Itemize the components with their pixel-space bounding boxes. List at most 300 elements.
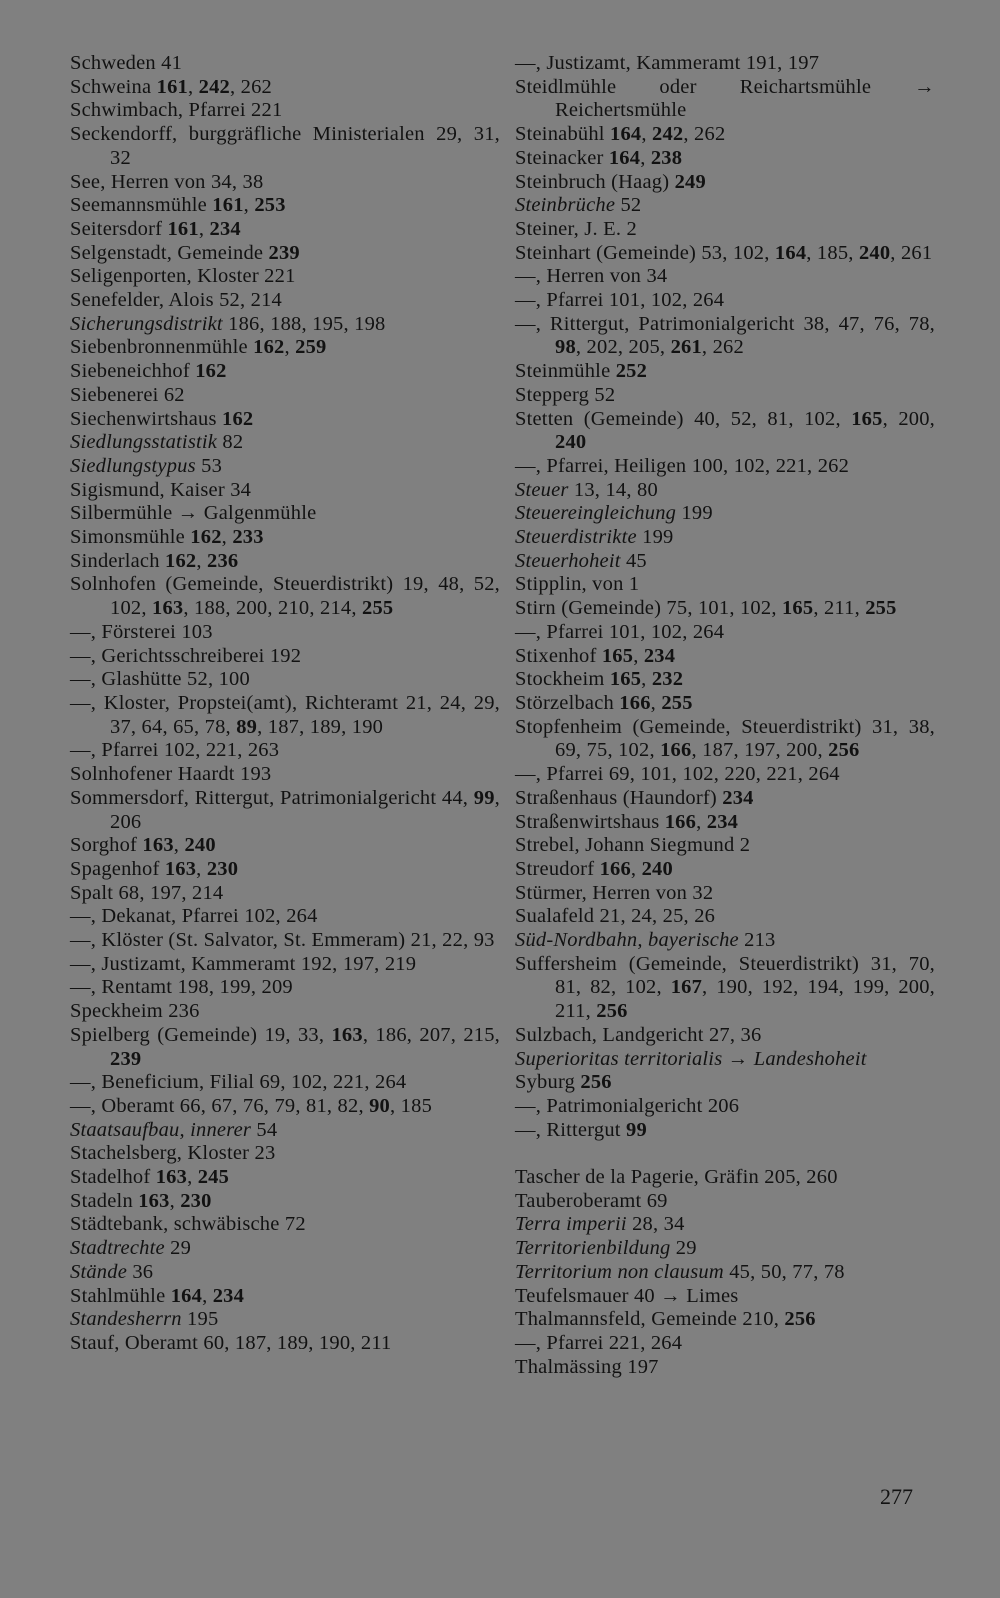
index-entry bbox=[70, 1190, 500, 1214]
index-column-left bbox=[70, 52, 500, 1356]
entry-text: 82 bbox=[217, 431, 244, 454]
entry-text: Stepperg 52 bbox=[515, 383, 616, 406]
entry-text: Syburg bbox=[515, 1071, 581, 1094]
index-entry bbox=[70, 218, 500, 242]
bold-page-ref: 164 bbox=[608, 146, 641, 169]
entry-text: Schweden 41 bbox=[70, 52, 183, 74]
entry-text: —, Justizamt, Kammeramt 192, 197, 219 bbox=[70, 952, 417, 975]
entry-text: Spalt 68, 197, 214 bbox=[70, 881, 224, 904]
entry-text: —, Pfarrei, Heiligen 100, 102, 221, 262 bbox=[515, 454, 850, 477]
entry-text: Stopfenheim (Gemeinde, Steuerdistrikt) 31, 38, 69, 75, 102, bbox=[515, 715, 935, 762]
bold-page-ref: 162 bbox=[253, 336, 285, 359]
index-entry bbox=[70, 573, 500, 620]
bold-page-ref: 255 bbox=[661, 691, 693, 714]
index-entry bbox=[70, 431, 500, 455]
index-entry bbox=[515, 52, 935, 76]
entry-text: See, Herren von 34, 38 bbox=[70, 170, 264, 193]
entry-text: —, Kloster, Propstei(amt), Richteramt 21, 24, 29, 37, 64, 65, 78, bbox=[70, 691, 500, 738]
entry-text: , bbox=[196, 549, 208, 572]
bold-page-ref: 249 bbox=[674, 170, 706, 193]
index-entry bbox=[515, 716, 935, 763]
entry-text: Steinacker bbox=[515, 146, 609, 169]
index-entry bbox=[515, 313, 935, 360]
index-entry bbox=[70, 1024, 500, 1071]
index-entry bbox=[70, 621, 500, 645]
entry-text: Stürmer, Herren von 32 bbox=[515, 881, 714, 904]
index-entry bbox=[70, 408, 500, 432]
bold-page-ref: 233 bbox=[232, 526, 264, 549]
index-entry bbox=[515, 455, 935, 479]
entry-text: Störzelbach bbox=[515, 691, 620, 714]
index-entry bbox=[70, 858, 500, 882]
italic-term: Sicherungsdistrikt bbox=[70, 312, 223, 335]
entry-text: —, Justizamt, Kammeramt 191, 197 bbox=[515, 52, 820, 74]
entry-text: 29 bbox=[670, 1237, 697, 1260]
bold-page-ref: 239 bbox=[268, 241, 300, 264]
index-entry bbox=[70, 1285, 500, 1309]
index-entry bbox=[70, 787, 500, 834]
index-entry bbox=[515, 763, 935, 787]
entry-text: —, Herren von 34 bbox=[515, 265, 668, 288]
entry-text: Siechenwirtshaus bbox=[70, 407, 222, 430]
bold-page-ref: 238 bbox=[650, 146, 683, 169]
index-entry bbox=[70, 289, 500, 313]
bold-page-ref: 166 bbox=[660, 739, 692, 762]
bold-page-ref: 230 bbox=[206, 857, 239, 880]
bold-page-ref: 253 bbox=[254, 194, 286, 217]
italic-term: Steinbrüche bbox=[515, 194, 616, 217]
entry-text: Stixenhof bbox=[515, 644, 602, 667]
index-entry bbox=[515, 787, 935, 811]
entry-text: , 262 bbox=[701, 336, 744, 359]
index-entry bbox=[515, 1190, 935, 1214]
index-entry bbox=[70, 502, 500, 526]
entry-text: , bbox=[196, 857, 207, 880]
bold-page-ref: 240 bbox=[184, 834, 216, 857]
entry-text: , bbox=[243, 194, 255, 217]
index-entry bbox=[70, 455, 500, 479]
bold-page-ref: 234 bbox=[706, 810, 739, 833]
bold-page-ref: 259 bbox=[295, 336, 327, 359]
italic-term: Territorienbildung bbox=[515, 1237, 671, 1260]
entry-text: Schwimbach, Pfarrei 221 bbox=[70, 99, 283, 122]
entry-text: Selgenstadt, Gemeinde bbox=[70, 241, 269, 264]
entry-text: Tascher de la Pagerie, Gräfin 205, 260 bbox=[515, 1166, 838, 1189]
entry-text: , bbox=[202, 1284, 213, 1307]
index-entry bbox=[70, 336, 500, 360]
entry-text: Stockheim bbox=[515, 668, 610, 691]
italic-term: Terra imperii bbox=[515, 1213, 627, 1236]
bold-page-ref: 245 bbox=[197, 1166, 230, 1189]
index-entry bbox=[70, 976, 500, 1000]
entry-text: , bbox=[173, 834, 185, 857]
index-entry bbox=[70, 905, 500, 929]
index-entry bbox=[515, 1095, 935, 1119]
entry-text: —, Dekanat, Pfarrei 102, 264 bbox=[70, 905, 318, 928]
entry-text: Steiner, J. E. 2 bbox=[515, 217, 637, 240]
bold-page-ref: 256 bbox=[828, 739, 860, 762]
index-entry bbox=[515, 384, 935, 408]
entry-text: 199 bbox=[676, 502, 713, 525]
entry-text: , 185, bbox=[806, 241, 859, 264]
entry-text: Thalmässing 197 bbox=[515, 1355, 659, 1378]
bold-page-ref: 162 bbox=[190, 526, 222, 549]
index-entry bbox=[515, 502, 935, 526]
index-entry bbox=[70, 1071, 500, 1095]
bold-page-ref: 261 bbox=[670, 336, 702, 359]
index-entry bbox=[515, 1332, 935, 1356]
index-entry bbox=[70, 123, 500, 170]
entry-text: , 186, 207, 215, bbox=[362, 1023, 500, 1046]
bold-page-ref: 230 bbox=[180, 1189, 212, 1212]
entry-text: Simonsmühle bbox=[70, 526, 191, 549]
entry-text: —, Rittergut, Patrimonialgericht 38, 47, 76, 78, bbox=[515, 312, 935, 335]
bold-page-ref: 232 bbox=[651, 668, 684, 691]
entry-text: , bbox=[169, 1189, 181, 1212]
entry-text: Suffersheim (Gemeinde, Steuerdistrikt) 31, 70, 81, 82, 102, bbox=[515, 952, 935, 999]
bold-page-ref: 161 bbox=[212, 194, 244, 217]
entry-text: Stauf, Oberamt 60, 187, 189, 190, 211 bbox=[70, 1331, 392, 1354]
bold-page-ref: 234 bbox=[722, 786, 754, 809]
bold-page-ref: 161 bbox=[167, 217, 199, 240]
bold-page-ref: 256 bbox=[784, 1308, 816, 1331]
bold-page-ref: 161 bbox=[156, 75, 188, 98]
index-entry bbox=[515, 265, 935, 289]
bold-page-ref: 167 bbox=[670, 976, 703, 999]
bold-page-ref: 163 bbox=[142, 834, 174, 857]
entry-text: Städtebank, schwäbische 72 bbox=[70, 1213, 306, 1236]
bold-page-ref: 163 bbox=[164, 857, 197, 880]
entry-text: Stetten (Gemeinde) 40, 52, 81, 102, bbox=[515, 407, 852, 430]
entry-text: Steinabühl bbox=[515, 123, 611, 146]
index-entry bbox=[70, 953, 500, 977]
index-entry bbox=[515, 1166, 935, 1190]
entry-text: —, Pfarrei 101, 102, 264 bbox=[515, 620, 725, 643]
bold-page-ref: 252 bbox=[615, 360, 648, 383]
index-entry bbox=[70, 1000, 500, 1024]
index-entry bbox=[70, 882, 500, 906]
entry-text: Streudorf bbox=[515, 857, 600, 880]
index-entry bbox=[515, 1071, 935, 1095]
entry-text: , 187, 197, 200, bbox=[691, 739, 829, 762]
index-entry bbox=[515, 123, 935, 147]
entry-text: Senefelder, Alois 52, 214 bbox=[70, 289, 282, 312]
entry-text: Seligenporten, Kloster 221 bbox=[70, 265, 296, 288]
entry-text: , 261 bbox=[890, 241, 933, 264]
index-entry bbox=[515, 882, 935, 906]
index-entry bbox=[515, 408, 935, 455]
index-entry bbox=[515, 289, 935, 313]
entry-text: Seitersdorf bbox=[70, 217, 168, 240]
bold-page-ref: 234 bbox=[643, 644, 676, 667]
bold-page-ref: 256 bbox=[596, 1000, 628, 1023]
index-entry bbox=[70, 668, 500, 692]
bold-page-ref: 165 bbox=[601, 644, 634, 667]
italic-term: Steuer bbox=[515, 478, 569, 501]
italic-term: Superioritas territorialis bbox=[515, 1047, 723, 1070]
italic-term: Landeshoheit bbox=[753, 1047, 867, 1070]
entry-text: Stirn (Gemeinde) 75, 101, 102, bbox=[515, 597, 782, 620]
entry-text: , bbox=[633, 644, 644, 667]
bold-page-ref: 166 bbox=[664, 810, 697, 833]
bold-page-ref: 164 bbox=[610, 123, 642, 146]
entry-text: Siebenbronnenmühle bbox=[70, 336, 254, 359]
entry-text: —, Glashütte 52, 100 bbox=[70, 668, 250, 691]
italic-term: Süd-Nordbahn, bayerische bbox=[515, 929, 739, 952]
italic-term: Steuereingleichung bbox=[515, 502, 677, 525]
entry-text: , bbox=[630, 857, 642, 880]
entry-text: Steinhart (Gemeinde) 53, 102, bbox=[515, 241, 775, 264]
entry-text: , bbox=[187, 75, 199, 98]
index-entry bbox=[70, 1119, 500, 1143]
bold-page-ref: 234 bbox=[209, 217, 241, 240]
index-entry bbox=[70, 739, 500, 763]
bold-page-ref: 166 bbox=[599, 857, 631, 880]
entry-text: , 200, bbox=[882, 407, 935, 430]
entry-text: 195 bbox=[181, 1308, 219, 1331]
entry-text: Stadelhof bbox=[70, 1166, 156, 1189]
entry-text: , 262 bbox=[230, 75, 272, 98]
entry-text: , 190, 192, 194, 199, 200, 211, bbox=[555, 976, 935, 1023]
italic-term: Siedlungsstatistik bbox=[70, 431, 218, 454]
bold-page-ref: 240 bbox=[858, 241, 891, 264]
entry-text: 186, 188, 195, 198 bbox=[222, 312, 386, 335]
index-entry bbox=[70, 526, 500, 550]
entry-text: , 211, bbox=[813, 597, 866, 620]
entry-text: Seckendorff, burggräfliche Ministerialen 29, 31, 32 bbox=[70, 123, 500, 169]
bold-page-ref: 240 bbox=[555, 431, 587, 454]
entry-text: —, Försterei 103 bbox=[70, 620, 213, 643]
index-entry bbox=[70, 384, 500, 408]
entry-text: 36 bbox=[127, 1260, 154, 1283]
entry-text: Straßenhaus (Haundorf) bbox=[515, 786, 723, 809]
entry-text: Spielberg (Gemeinde) 19, 33, bbox=[70, 1023, 332, 1046]
bold-page-ref: 99 bbox=[473, 786, 495, 809]
bold-page-ref: 242 bbox=[652, 123, 684, 146]
bold-page-ref: 162 bbox=[222, 407, 254, 430]
bold-page-ref: 163 bbox=[155, 1166, 188, 1189]
bold-page-ref: 163 bbox=[138, 1189, 170, 1212]
bold-page-ref: 166 bbox=[619, 691, 651, 714]
entry-text: —, Patrimonialgericht 206 bbox=[515, 1094, 740, 1117]
entry-text: , bbox=[641, 668, 652, 691]
entry-text: , bbox=[650, 691, 662, 714]
entry-text: Schweina bbox=[70, 75, 157, 98]
index-entry bbox=[70, 929, 500, 953]
index-entry bbox=[70, 645, 500, 669]
index-entry bbox=[70, 834, 500, 858]
index-entry bbox=[515, 1213, 935, 1237]
entry-text: , 202, 205, bbox=[575, 336, 671, 359]
index-entry bbox=[515, 953, 935, 1024]
index-entry bbox=[70, 763, 500, 787]
index-entry bbox=[515, 360, 935, 384]
bold-page-ref: 90 bbox=[369, 1094, 391, 1117]
bold-page-ref: 99 bbox=[626, 1118, 647, 1141]
entry-text: Stahlmühle bbox=[70, 1284, 171, 1307]
index-entry bbox=[70, 99, 500, 123]
entry-text: , bbox=[284, 336, 296, 359]
index-entry bbox=[70, 313, 500, 337]
entry-text: , bbox=[198, 217, 210, 240]
index-entry bbox=[515, 1356, 935, 1380]
bold-page-ref: 89 bbox=[236, 715, 258, 738]
bold-page-ref: 236 bbox=[207, 549, 239, 572]
entry-text: 13, 14, 80 bbox=[568, 478, 658, 501]
entry-text: —, Oberamt 66, 67, 76, 79, 81, 82, bbox=[70, 1094, 370, 1117]
index-entry bbox=[70, 479, 500, 503]
index-entry bbox=[70, 1308, 500, 1332]
entry-text: , 187, 189, 190 bbox=[257, 715, 384, 738]
entry-text: Speckheim 236 bbox=[70, 1000, 200, 1023]
entry-text: —, Klöster (St. Salvator, St. Emmeram) 21, 22, 93 bbox=[70, 929, 495, 952]
entry-text: 213 bbox=[738, 929, 776, 952]
index-entry bbox=[515, 171, 935, 195]
entry-text: Strebel, Johann Siegmund 2 bbox=[515, 834, 751, 857]
entry-text: Siebeneichhof bbox=[70, 360, 196, 383]
index-entry bbox=[515, 834, 935, 858]
index-entry bbox=[515, 550, 935, 574]
entry-text: , bbox=[696, 810, 707, 833]
index-entry bbox=[515, 621, 935, 645]
index-entry bbox=[515, 1048, 935, 1072]
bold-page-ref: 165 bbox=[781, 597, 814, 620]
bold-page-ref: 165 bbox=[851, 407, 883, 430]
index-entry bbox=[70, 692, 500, 739]
index-entry bbox=[515, 811, 935, 835]
italic-term: Siedlungstypus bbox=[70, 454, 196, 477]
entry-text: Sommersdorf, Rittergut, Patrimonialgericht 44, bbox=[70, 786, 474, 809]
entry-text: Seemannsmühle bbox=[70, 194, 213, 217]
entry-text: Sigismund, Kaiser 34 bbox=[70, 478, 252, 501]
entry-text: 28, 34 bbox=[626, 1213, 685, 1236]
index-entry bbox=[70, 1332, 500, 1356]
entry-text: , bbox=[187, 1166, 198, 1189]
italic-term: Standesherrn bbox=[70, 1308, 182, 1331]
entry-text: Solnhofener Haardt 193 bbox=[70, 763, 272, 786]
entry-text: , 206 bbox=[110, 786, 500, 833]
entry-text: 52 bbox=[615, 194, 642, 217]
entry-text: —, Pfarrei 101, 102, 264 bbox=[515, 289, 725, 312]
entry-gap bbox=[515, 1142, 935, 1166]
page-number: 277 bbox=[880, 1484, 913, 1509]
entry-text: —, Rittergut bbox=[515, 1118, 626, 1141]
index-entry bbox=[515, 1261, 935, 1285]
entry-text: → bbox=[722, 1047, 754, 1070]
bold-page-ref: 163 bbox=[152, 597, 184, 620]
index-entry bbox=[515, 905, 935, 929]
entry-text: Steinmühle bbox=[515, 360, 616, 383]
entry-text: 45, 50, 77, 78 bbox=[723, 1260, 845, 1283]
entry-text: —, Pfarrei 221, 264 bbox=[515, 1331, 683, 1354]
entry-text: Sorghof bbox=[70, 834, 143, 857]
entry-text: 45 bbox=[620, 549, 647, 572]
entry-text: Sulzbach, Landgericht 27, 36 bbox=[515, 1023, 762, 1046]
bold-page-ref: 239 bbox=[110, 1047, 142, 1070]
bold-page-ref: 234 bbox=[212, 1284, 245, 1307]
entry-text: Tauberoberamt 69 bbox=[515, 1189, 668, 1212]
entry-text: Solnhofen (Gemeinde, Steuerdistrikt) 19, 48, 52, 102, bbox=[70, 573, 500, 620]
italic-term: Stadtrechte bbox=[70, 1237, 165, 1260]
italic-term: Steuerdistrikte bbox=[515, 526, 637, 549]
index-entry bbox=[70, 242, 500, 266]
bold-page-ref: 255 bbox=[865, 597, 897, 620]
index-entry bbox=[70, 1142, 500, 1166]
italic-term: Staatsaufbau, innerer bbox=[70, 1118, 252, 1141]
bold-page-ref: 255 bbox=[362, 597, 394, 620]
index-entry bbox=[515, 1119, 935, 1143]
entry-text: Stadeln bbox=[70, 1189, 139, 1212]
index-entry bbox=[70, 1261, 500, 1285]
index-entry bbox=[70, 550, 500, 574]
entry-text: , 262 bbox=[683, 123, 726, 146]
entry-text: 199 bbox=[636, 526, 674, 549]
index-entry bbox=[70, 52, 500, 76]
bold-page-ref: 162 bbox=[195, 360, 227, 383]
entry-text: Teufelsmauer 40 → Limes bbox=[515, 1284, 739, 1307]
index-entry bbox=[70, 360, 500, 384]
index-entry bbox=[70, 194, 500, 218]
index-entry bbox=[515, 194, 935, 218]
index-entry bbox=[70, 1213, 500, 1237]
entry-text: Thalmannsfeld, Gemeinde 210, bbox=[515, 1308, 785, 1331]
entry-text: , bbox=[641, 123, 653, 146]
index-entry bbox=[70, 1095, 500, 1119]
index-entry bbox=[515, 1285, 935, 1309]
index-entry bbox=[515, 645, 935, 669]
bold-page-ref: 163 bbox=[331, 1023, 363, 1046]
entry-text: Steidlmühle oder Reichartsmühle → Reichertsmühle bbox=[515, 75, 935, 122]
index-entry bbox=[515, 479, 935, 503]
bold-page-ref: 162 bbox=[165, 549, 197, 572]
bold-page-ref: 164 bbox=[774, 241, 807, 264]
bold-page-ref: 242 bbox=[198, 75, 230, 98]
entry-text: Straßenwirtshaus bbox=[515, 810, 665, 833]
index-entry bbox=[515, 147, 935, 171]
bold-page-ref: 165 bbox=[609, 668, 642, 691]
index-entry bbox=[515, 573, 935, 597]
entry-text: Sinderlach bbox=[70, 549, 165, 572]
index-entry bbox=[515, 858, 935, 882]
index-entry bbox=[70, 1237, 500, 1261]
entry-text: —, Pfarrei 69, 101, 102, 220, 221, 264 bbox=[515, 763, 840, 786]
entry-text: , bbox=[640, 146, 651, 169]
entry-text: , bbox=[221, 526, 233, 549]
entry-text: , 188, 200, 210, 214, bbox=[183, 597, 363, 620]
entry-text: Sualafeld 21, 24, 25, 26 bbox=[515, 905, 716, 928]
index-entry bbox=[515, 526, 935, 550]
index-entry bbox=[70, 265, 500, 289]
bold-page-ref: 240 bbox=[641, 857, 673, 880]
index-column-right bbox=[515, 52, 935, 1379]
entry-text: —, Rentamt 198, 199, 209 bbox=[70, 976, 293, 999]
entry-text: —, Gerichtsschreiberei 192 bbox=[70, 644, 302, 667]
index-entry bbox=[515, 1308, 935, 1332]
index-entry bbox=[515, 692, 935, 716]
entry-text: Siebenerei 62 bbox=[70, 383, 185, 406]
index-entry bbox=[515, 242, 935, 266]
italic-term: Territorium non clausum bbox=[515, 1260, 724, 1283]
index-entry bbox=[515, 929, 935, 953]
index-entry bbox=[515, 597, 935, 621]
index-entry bbox=[515, 1237, 935, 1261]
index-entry bbox=[70, 76, 500, 100]
index-entry bbox=[515, 1024, 935, 1048]
entry-text: 29 bbox=[164, 1237, 192, 1260]
entry-text: Spagenhof bbox=[70, 857, 165, 880]
bold-page-ref: 164 bbox=[170, 1284, 203, 1307]
index-entry bbox=[70, 171, 500, 195]
